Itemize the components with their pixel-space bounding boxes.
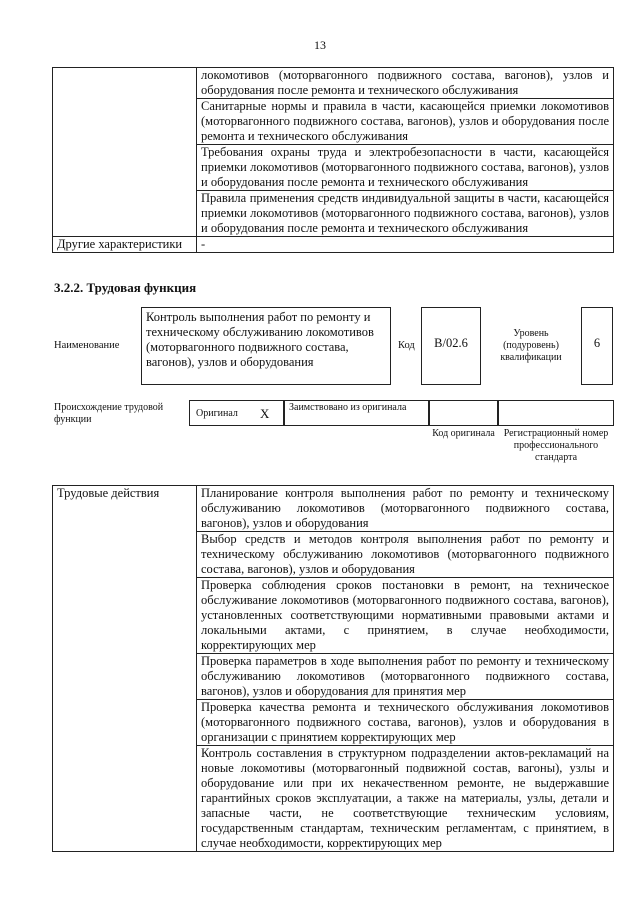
reg-number-box — [498, 400, 614, 426]
labor-actions-table — [52, 485, 614, 852]
labor-actions-label: Трудовые действия — [53, 486, 197, 852]
table-row — [53, 486, 614, 532]
qualification-level: 6 — [581, 307, 613, 385]
original-mark: X — [260, 406, 270, 421]
borrowed-box — [284, 400, 429, 426]
table-cell: Выбор средств и методов контроля выполнения работ по ремонту и техническому обслуживанию локомотивов (моторвагонного подвижного состава, вагонов), узлов и оборудования — [197, 532, 614, 578]
name-label: Наименование — [54, 340, 120, 351]
table-cell: Санитарные нормы и правила в части, касающейся приемки локомотивов (моторвагонного подвижного состава, вагонов), узлов и оборудования после ремонта и технического обслуживания — [197, 99, 614, 145]
other-characteristics-label: Другие характеристики — [53, 237, 197, 253]
table-cell: Правила применения средств индивидуальной защиты в части, касающейся приемки локомотивов (моторвагонного подвижного состава, вагонов), узлов и оборудования после ремонта и технического обслуживания — [197, 191, 614, 237]
original-label: Оригинал — [196, 408, 238, 419]
function-name: Контроль выполнения работ по ремонту и техническому обслуживанию локомотивов (моторвагонного подвижного состава, вагонов), узлов и оборудования — [141, 307, 391, 385]
table-row-other — [53, 237, 614, 253]
table-cell: Проверка параметров в ходе выполнения работ по ремонту и техническому обслуживанию локомотивов (моторвагонного подвижного состава, вагонов), узлов и оборудования для принятия мер — [197, 654, 614, 700]
table-row — [53, 68, 614, 99]
origin-original-box — [189, 400, 284, 426]
section-title: 3.2.2. Трудовая функция — [54, 280, 197, 295]
other-characteristics-value: - — [197, 237, 614, 253]
origin-label: Происхождение трудовой функции — [54, 402, 164, 425]
table-cell: Контроль составления в структурном подразделении актов-рекламаций на новые локомотивы (моторвагонный подвижной состав, вагоны), узлы и оборудование или при их некачественном ремонте, не выдержавшие гарантийных сроков эксплуатации, а также на материалы, узлы, детали и запасные части, не соответствующие техническим условиям, государственным стандартам, техническим регламентам, с принятием, в случае необходимости, корректирующих мер — [197, 746, 614, 852]
page-number: 13 — [314, 38, 326, 52]
knowledge-table — [52, 67, 614, 253]
level-label: Уровень (подуровень) квалификации — [500, 328, 562, 363]
borrowed-label: Заимствовано из оригинала — [289, 402, 407, 413]
reg-number-caption: Регистрационный номер профессионального стандарта — [503, 428, 609, 463]
table-cell: Проверка соблюдения сроков постановки в ремонт, на техническое обслуживание локомотивов (моторвагонного подвижного состава, вагонов), установленных соответствующими нормативными правовыми актами и локальными актами, с принятием, в случае необходимости, корректирующих мер — [197, 578, 614, 654]
function-code: В/02.6 — [421, 307, 481, 385]
table-cell: Планирование контроля выполнения работ по ремонту и техническому обслуживанию локомотивов (моторвагонного подвижного состава, вагонов), узлов и оборудования — [197, 486, 614, 532]
code-original-box — [429, 400, 498, 426]
table-cell: локомотивов (моторвагонного подвижного состава, вагонов), узлов и оборудования после ремонта и технического обслуживания — [197, 68, 614, 99]
table-cell: Требования охраны труда и электробезопасности в части, касающейся приемки локомотивов (моторвагонного подвижного состава, вагонов), узлов и оборудования после ремонта и технического обслуживания — [197, 145, 614, 191]
code-original-caption: Код оригинала — [432, 428, 495, 439]
code-label: Код — [398, 340, 415, 351]
table-left-cell — [53, 68, 197, 237]
table-cell: Проверка качества ремонта и технического обслуживания локомотивов (моторвагонного подвижного состава, вагонов), узлов и оборудования в организации с принятием корректирующих мер — [197, 700, 614, 746]
